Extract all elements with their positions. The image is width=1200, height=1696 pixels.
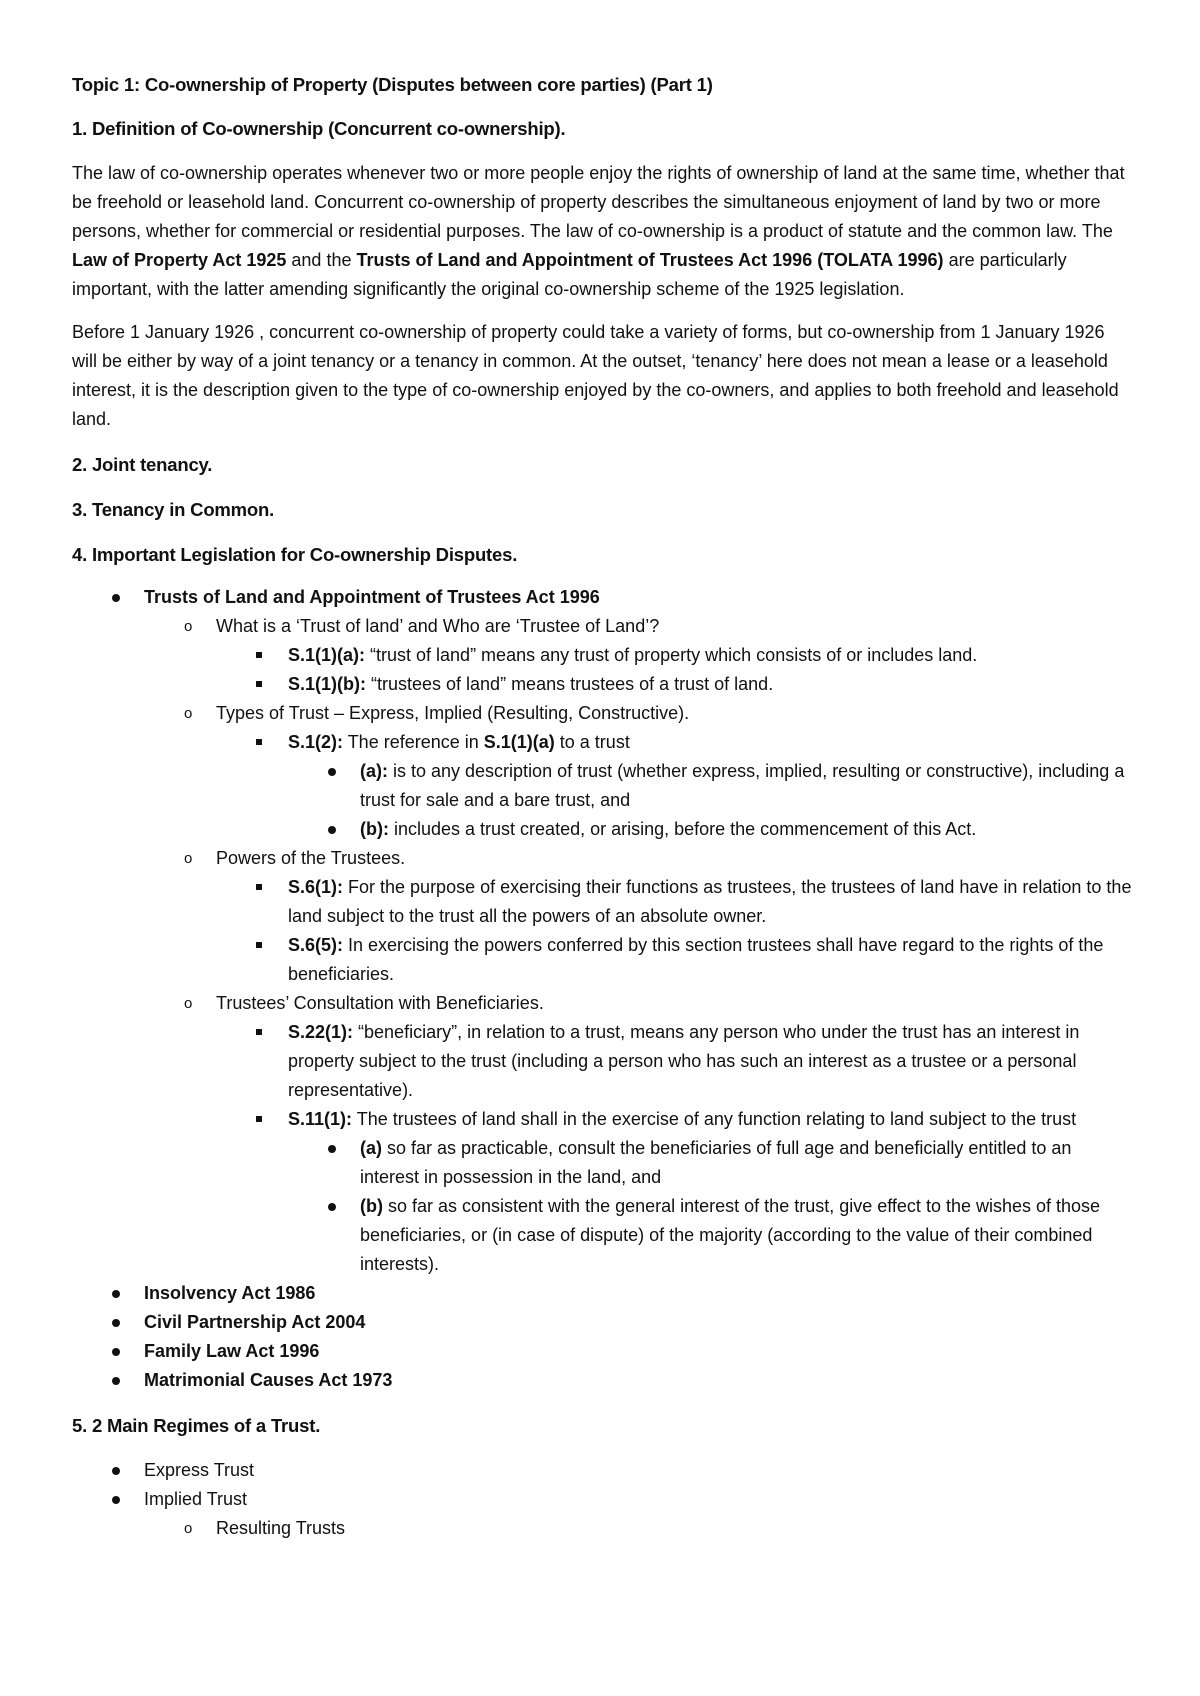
section-5-list [72,1456,1132,1543]
list-item-q3 [144,844,1132,989]
text-run: and the [286,250,357,270]
section-ref: S.1(1)(a) [483,732,555,752]
list-item-act [72,1337,1132,1366]
list-item-s111a [288,1134,1132,1192]
list-item-label: Express Trust [144,1460,255,1480]
list-item-label: What is a ‘Trust of land’ and Who are ‘Trustee of Land’? [216,616,660,636]
list-item-s221 [216,1018,1132,1105]
section-2-heading: 2. Joint tenancy. [72,454,213,475]
q4-sublist [144,1018,1132,1279]
list-item-label: Implied Trust [144,1489,248,1509]
list-item-label: Resulting Trusts [216,1518,346,1538]
section-ref: S.1(2): [288,732,344,752]
list-item-label: Family Law Act 1996 [144,1341,320,1361]
section-text: “trust of land” means any trust of property which consists of or includes land. [365,645,978,665]
implied-trust-sublist [72,1514,1132,1543]
section-1-heading: 1. Definition of Co-ownership (Concurrent co-ownership). [72,118,566,139]
list-item-s12 [216,728,1132,844]
list-item-q2 [144,699,1132,844]
list-item-label: Insolvency Act 1986 [144,1283,316,1303]
section-text: is to any description of trust (whether express, implied, resulting or constructive), including a trust for sale and a bare trust, and [360,761,1125,810]
list-item-label: Trusts of Land and Appointment of Trustees Act 1996 [144,587,600,607]
act-name-tolata: Trusts of Land and Appointment of Trustees Act 1996 (TOLATA 1996) [356,250,944,270]
section-text: so far as consistent with the general interest of the trust, give effect to the wishes of those beneficiaries, or (in case of dispute) of the majority (according to the value of their combined interests). [360,1196,1101,1274]
q3-sublist [144,873,1132,989]
section-4-heading: 4. Important Legislation for Co-ownership Disputes. [72,544,518,565]
list-item-regime [72,1456,1132,1485]
list-item-label: Civil Partnership Act 2004 [144,1312,366,1332]
section-text: The trustees of land shall in the exercise of any function relating to land subject to the trust [352,1109,1077,1129]
list-item-s12b [288,815,1132,844]
list-item-s61 [216,873,1132,931]
section-text: “trustees of land” means trustees of a trust of land. [366,674,774,694]
list-item-tolata [72,583,1132,1279]
list-item-act [72,1279,1132,1308]
q1-sublist [144,641,1132,699]
list-item-s111b [288,1192,1132,1279]
list-item-s111 [216,1105,1132,1279]
list-item-regime [72,1485,1132,1543]
section-ref: (a) [360,1138,382,1158]
list-item-act [72,1308,1132,1337]
section-text: For the purpose of exercising their functions as trustees, the trustees of land have in relation to the land subject to the trust all the powers of an absolute owner. [288,877,1132,926]
section-ref: (a): [360,761,388,781]
section-ref: S.1(1)(b): [288,674,366,694]
section-text: In exercising the powers conferred by this section trustees shall have regard to the rights of the beneficiaries. [288,935,1104,984]
list-item-label: Powers of the Trustees. [216,848,406,868]
list-item-s11a [216,641,1132,670]
section-1-paragraph-1 [72,159,1132,304]
s12-sublist [216,757,1132,844]
section-text: to a trust [554,732,630,752]
document-title: Topic 1: Co-ownership of Property (Disputes between core parties) (Part 1) [72,74,713,95]
list-item-label: Types of Trust – Express, Implied (Resulting, Constructive). [216,703,690,723]
text-run: The law of co-ownership operates whenever two or more people enjoy the rights of ownership of land at the same time, whether that be freehold or leasehold land. Concurrent co-ownership of property describes the simultaneous enjoyment of land by two or more persons, whether for commercial or residential purposes. The law of co-ownership is a product of statute and the common law. The [72,163,1125,241]
section-3-heading: 3. Tenancy in Common. [72,499,275,520]
section-text: “beneficiary”, in relation to a trust, means any person who under the trust has an interest in property subject to the trust (including a person who has such an interest as a trustee or a personal representative). [288,1022,1080,1100]
list-item-resulting [144,1514,1132,1543]
section-ref: S.11(1): [288,1109,353,1129]
list-item-label: Trustees’ Consultation with Beneficiaries. [216,993,544,1013]
section-ref: S.22(1): [288,1022,354,1042]
list-item-label: Matrimonial Causes Act 1973 [144,1370,393,1390]
section-text: The reference in [343,732,484,752]
section-ref: (b): [360,819,389,839]
list-item-act [72,1366,1132,1395]
section-ref: S.6(5): [288,935,344,955]
list-item-s65 [216,931,1132,989]
tolata-sublist [72,612,1132,1279]
list-item-q1 [144,612,1132,699]
section-5-heading: 5. 2 Main Regimes of a Trust. [72,1415,321,1436]
section-1-paragraph-2: Before 1 January 1926 , concurrent co-ownership of property could take a variety of forms, but co-ownership from 1 January 1926 will be either by way of a joint tenancy or a tenancy in common. At the outset, ‘tenancy’ here does not mean a lease or a leasehold interest, it is the description given to the type of co-ownership enjoyed by the co-owners, and applies to both freehold and leasehold land. [72,322,1119,429]
list-item-q4 [144,989,1132,1279]
section-ref: S.6(1): [288,877,344,897]
section-4-list [72,583,1132,1395]
section-text: so far as practicable, consult the beneficiaries of full age and beneficially entitled to an interest in possession in the land, and [360,1138,1072,1187]
section-text: includes a trust created, or arising, before the commencement of this Act. [388,819,977,839]
text-run: are particularly important, with the latter amending significantly the original co-ownership scheme of the 1925 legislation. [72,250,1067,299]
list-item-s12a [288,757,1132,815]
section-ref: S.1(1)(a): [288,645,366,665]
document-page [72,70,1132,1543]
section-ref: (b) [360,1196,383,1216]
list-item-s11b [216,670,1132,699]
s111-sublist [216,1134,1132,1279]
q2-sublist [144,728,1132,844]
act-name-lpa: Law of Property Act 1925 [72,250,287,270]
